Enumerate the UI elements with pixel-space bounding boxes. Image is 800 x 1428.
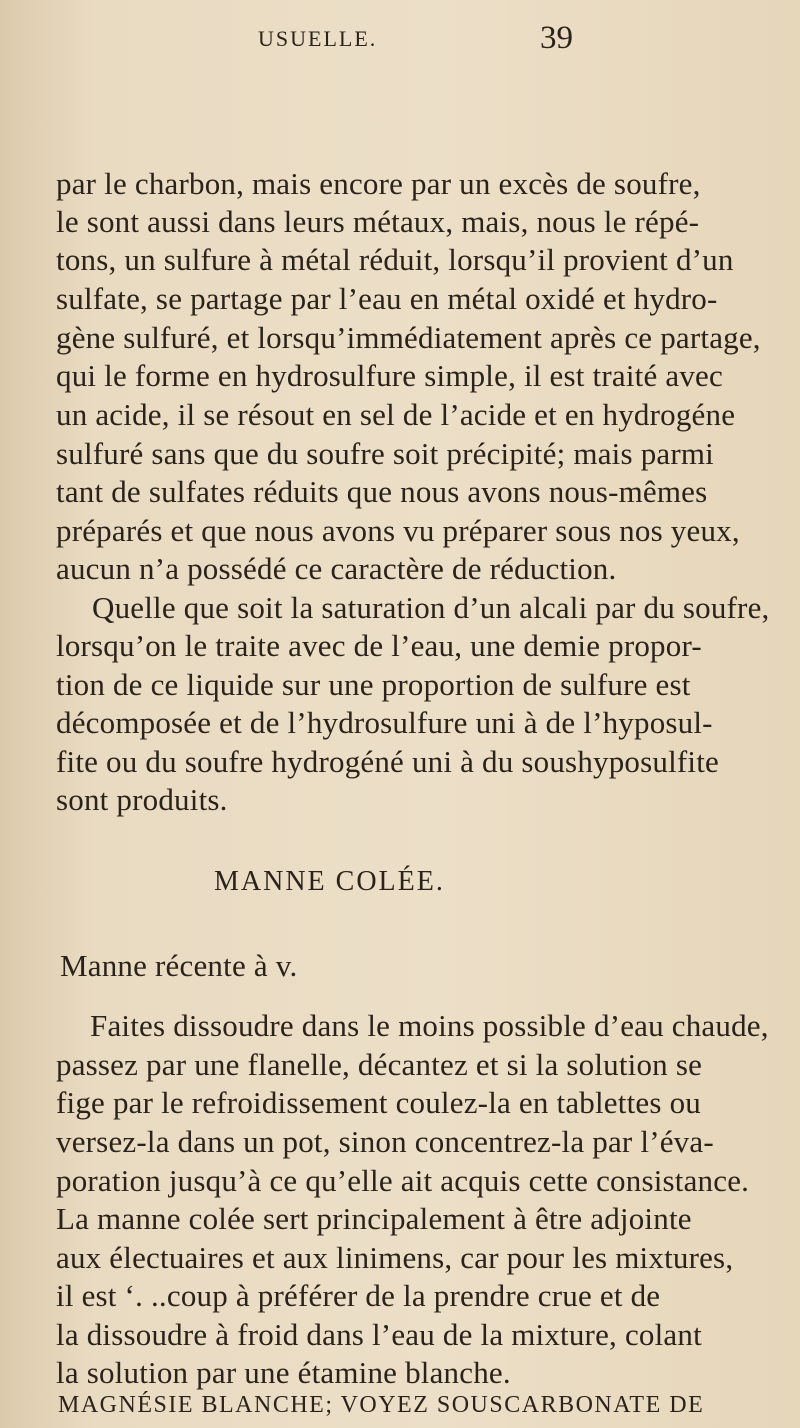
text-line: sulfate, se partage par l’eau en métal oxidé et hydro- xyxy=(56,281,718,316)
text-line: sont produits. xyxy=(56,782,228,817)
text-line: décomposée et de l’hydrosulfure uni à de l’hyposul- xyxy=(56,705,713,740)
text-line: la solution par une étamine blanche. xyxy=(56,1355,511,1390)
text-line: Faites dissoudre dans le moins possible d’eau chaude, xyxy=(90,1008,769,1043)
text-line: le sont aussi dans leurs métaux, mais, nous le répé- xyxy=(56,204,700,239)
text-line: il est ‘. ..coup à préférer de la prendre crue et de xyxy=(56,1278,661,1313)
text-line: la dissoudre à froid dans l’eau de la mixture, colant xyxy=(56,1317,702,1352)
text-line: aux électuaires et aux linimens, car pour les mixtures, xyxy=(56,1240,734,1275)
text-line: versez-la dans un pot, sinon concentrez-la par l’éva- xyxy=(56,1124,714,1159)
text-line: sulfuré sans que du soufre soit précipité; mais parmi xyxy=(56,436,714,471)
text-line: gène sulfuré, et lorsqu’immédiatement après ce partage, xyxy=(56,320,761,355)
text-line: Quelle que soit la saturation d’un alcali par du soufre, xyxy=(92,590,770,625)
text-line: La manne colée sert principalement à être adjointe xyxy=(56,1201,692,1236)
text-line: par le charbon, mais encore par un excès de soufre, xyxy=(56,166,701,201)
text-line: passez par une flanelle, décantez et si la solution se xyxy=(56,1047,703,1082)
text-line: qui le forme en hydrosulfure simple, il est traité avec xyxy=(56,358,723,393)
text-line: Manne récente à v. xyxy=(60,948,298,983)
text-line: fite ou du soufre hydrogéné uni à du soushyposulfite xyxy=(56,744,720,779)
text-line: préparés et que nous avons vu préparer sous nos yeux, xyxy=(56,513,740,548)
text-line: fige par le refroidissement coulez-la en tablettes ou xyxy=(56,1085,701,1120)
text-line: aucun n’a possédé ce caractère de réduction. xyxy=(56,551,617,586)
text-line: tant de sulfates réduits que nous avons nous-mêmes xyxy=(56,474,708,509)
section-heading: MAGNÉSIE BLANCHE; VOYEZ SOUSCARBONATE DE xyxy=(58,1392,705,1418)
text-line: tion de ce liquide sur une proportion de sulfure est xyxy=(56,667,691,702)
text-line: un acide, il se résout en sel de l’acide et en hydrogéne xyxy=(56,397,736,432)
running-head: USUELLE. xyxy=(258,26,378,51)
text-line: poration jusqu’à ce qu’elle ait acquis cette consistance. xyxy=(56,1163,750,1198)
section-heading: MANNE COLÉE. xyxy=(214,866,445,897)
page-number: 39 xyxy=(540,20,573,56)
text-line: tons, un sulfure à métal réduit, lorsqu’il provient d’un xyxy=(56,242,734,277)
text-line: lorsqu’on le traite avec de l’eau, une demie propor- xyxy=(56,628,702,663)
